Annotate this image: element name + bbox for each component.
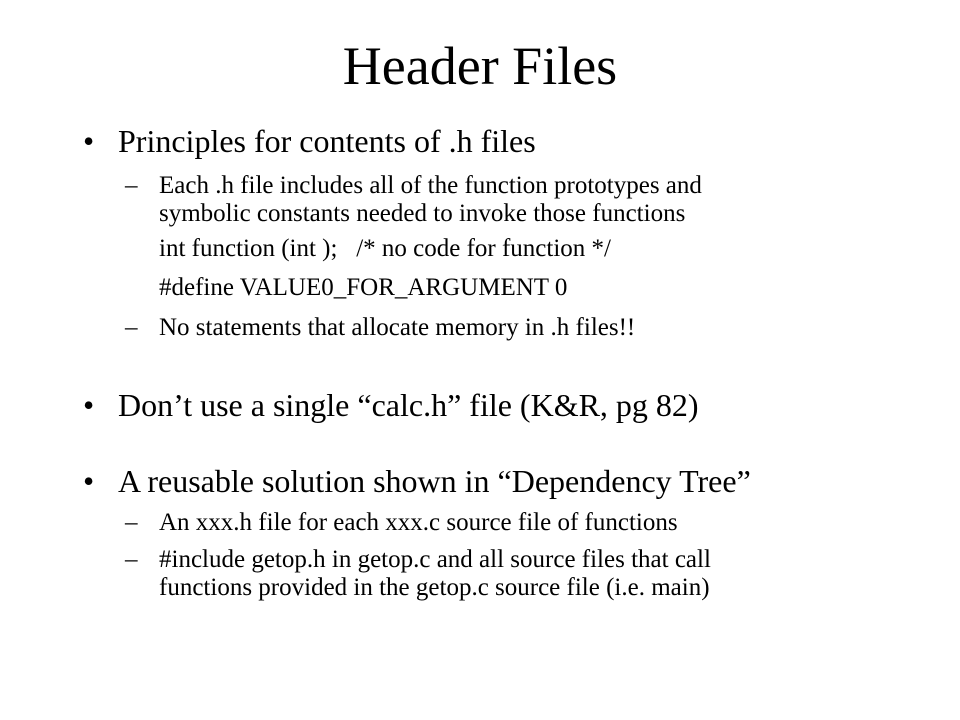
- bullet-marker: •: [83, 123, 95, 159]
- bullet-text: Principles for contents of .h files: [118, 123, 536, 159]
- dash-marker: –: [125, 314, 138, 341]
- sub-bullet-line-2: functions provided in the getop.c source file (i.e. main): [159, 574, 710, 601]
- sub-bullet-line-2: symbolic constants needed to invoke those functions: [159, 200, 686, 227]
- code-line-prototype: int function (int ); /* no code for function */: [159, 235, 611, 262]
- dash-marker: –: [125, 546, 138, 573]
- sub-bullet-text: No statements that allocate memory in .h files!!: [159, 314, 636, 341]
- sub-bullet-line-1: Each .h file includes all of the function prototypes and: [159, 172, 702, 199]
- sub-bullet-text: [159, 172, 702, 228]
- bullet-marker: •: [83, 463, 95, 499]
- dash-marker: –: [125, 172, 138, 199]
- code-line-define: #define VALUE0_FOR_ARGUMENT 0: [159, 274, 568, 301]
- sub-bullet-text: An xxx.h file for each xxx.c source file of functions: [159, 509, 678, 536]
- sub-bullet-line-1: #include getop.h in getop.c and all source files that call: [159, 546, 711, 573]
- bullet-marker: •: [83, 387, 95, 423]
- bullet-text: Don’t use a single “calc.h” file (K&R, pg 82): [118, 387, 699, 423]
- sub-bullet-text: [159, 546, 711, 602]
- bullet-text: A reusable solution shown in “Dependency Tree”: [118, 463, 751, 499]
- dash-marker: –: [125, 509, 138, 536]
- slide-title: Header Files: [342, 36, 618, 96]
